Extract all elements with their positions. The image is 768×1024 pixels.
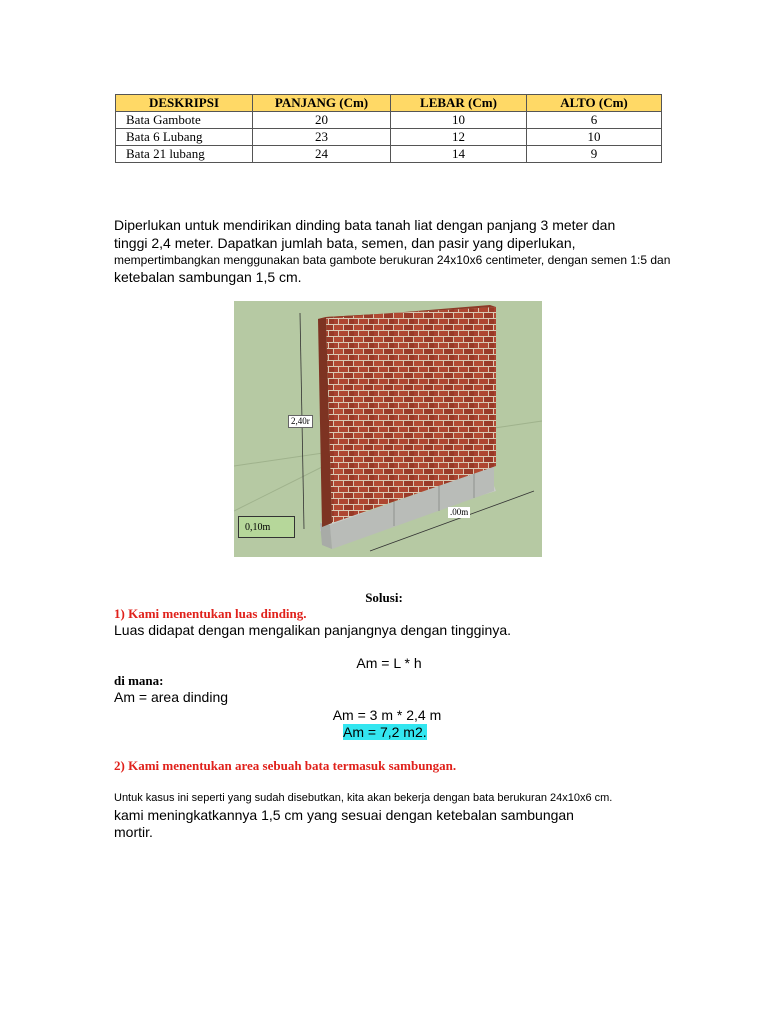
- result-container: [343, 724, 427, 741]
- problem-line-4: ketebalan sambungan 1,5 cm.: [114, 269, 302, 285]
- cell-desc: Bata Gambote: [116, 112, 253, 129]
- brick-dimensions-table: [115, 94, 662, 163]
- wall-illustration: [234, 301, 542, 557]
- header-lebar: LEBAR (Cm): [391, 95, 527, 112]
- height-dimension-label: 2,40r: [288, 415, 313, 428]
- header-panjang: PANJANG (Cm): [253, 95, 391, 112]
- cell-desc: Bata 21 lubang: [116, 146, 253, 163]
- where-definition: Am = area dinding: [114, 689, 229, 705]
- header-alto: ALTO (Cm): [527, 95, 662, 112]
- base-dimension-label: 0,10m: [238, 516, 295, 538]
- cell-lebar: 10: [391, 112, 527, 129]
- calculation: Am = 3 m * 2,4 m: [332, 707, 442, 723]
- table-row: [116, 112, 662, 129]
- cell-panjang: 20: [253, 112, 391, 129]
- length-dimension-label: .00m: [450, 507, 469, 517]
- cell-alto: 6: [527, 112, 662, 129]
- cell-panjang: 23: [253, 129, 391, 146]
- step1-heading: 1) Kami menentukan luas dinding.: [114, 606, 307, 621]
- cell-alto: 10: [527, 129, 662, 146]
- cell-lebar: 14: [391, 146, 527, 163]
- problem-line-3: mempertimbangkan menggunakan bata gambote berukuran 24x10x6 centimeter, dengan semen 1:5 dan: [114, 253, 671, 267]
- step1-text: Luas didapat dengan mengalikan panjangnya dengan tingginya.: [114, 622, 511, 638]
- formula: Am = L * h: [356, 655, 422, 671]
- where-label: di mana:: [114, 673, 164, 688]
- cell-lebar: 12: [391, 129, 527, 146]
- header-deskripsi: DESKRIPSI: [116, 95, 253, 112]
- table-header-row: [116, 95, 662, 112]
- cell-alto: 9: [527, 146, 662, 163]
- table-row: [116, 129, 662, 146]
- step2-line-1: kami meningkatkannya 1,5 cm yang sesuai dengan ketebalan sambungan: [114, 807, 574, 823]
- step2-heading: 2) Kami menentukan area sebuah bata termasuk sambungan.: [114, 758, 457, 773]
- problem-line-2: tinggi 2,4 meter. Dapatkan jumlah bata, semen, dan pasir yang diperlukan,: [114, 235, 576, 251]
- problem-line-1: Diperlukan untuk mendirikan dinding bata tanah liat dengan panjang 3 meter dan: [114, 217, 616, 233]
- solution-title: Solusi:: [365, 590, 403, 605]
- result-highlight: Am = 7,2 m2.: [343, 724, 427, 740]
- table-row: [116, 146, 662, 163]
- cell-panjang: 24: [253, 146, 391, 163]
- cell-desc: Bata 6 Lubang: [116, 129, 253, 146]
- step2-line-2: mortir.: [114, 824, 153, 840]
- step2-small-text: Untuk kasus ini seperti yang sudah disebutkan, kita akan bekerja dengan bata berukuran 24x10x6 cm.: [114, 792, 613, 804]
